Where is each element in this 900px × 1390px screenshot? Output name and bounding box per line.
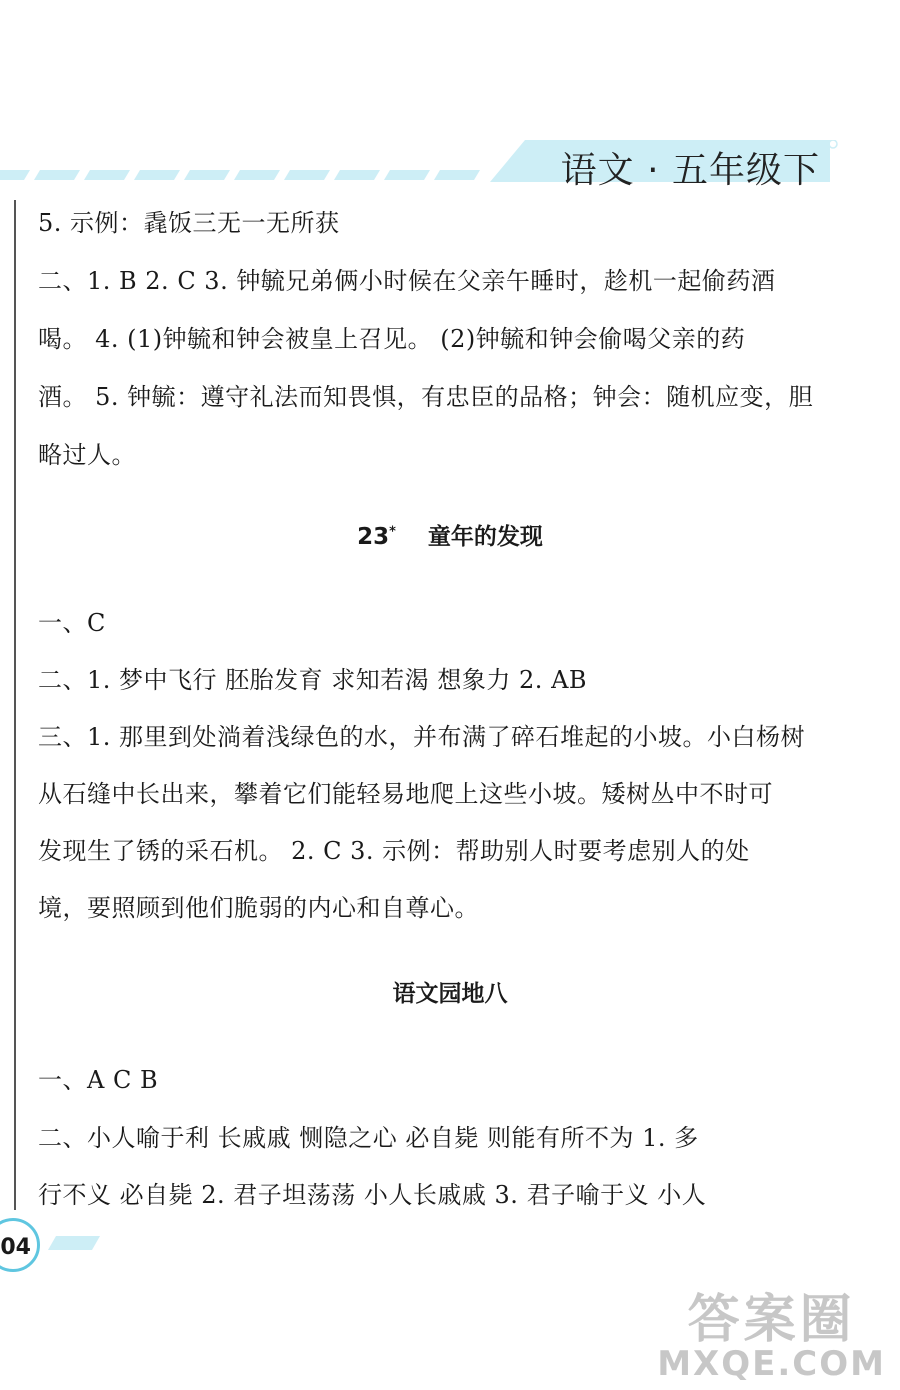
lesson-title: 童年的发现 (427, 524, 543, 550)
page-number-stripe (48, 1236, 100, 1250)
watermark-url: MXQE.COM (657, 1344, 886, 1384)
page-number: 04 (0, 1218, 40, 1272)
lesson-mark: * (389, 524, 396, 540)
answer-line: 酒。 5. 钟毓：遵守礼法而知畏惧，有忠臣的品格；钟会：随机应变，胆 (38, 383, 814, 411)
answer-line: 二、1. 梦中飞行 胚胎发育 求知若渴 想象力 2. AB (38, 666, 588, 694)
answer-line: 三、1. 那里到处淌着浅绿色的水，并布满了碎石堆起的小坡。小白杨树 (38, 723, 806, 751)
watermark (657, 1277, 886, 1384)
answer-line: 从石缝中长出来，攀着它们能轻易地爬上这些小坡。矮树丛中不时可 (38, 780, 773, 808)
answer-line: 喝。 4. (1)钟毓和钟会被皇上召见。 (2)钟毓和钟会偷喝父亲的药 (38, 325, 746, 353)
answer-line: 境，要照顾到他们脆弱的内心和自尊心。 (38, 894, 479, 922)
lesson-number: 23 (357, 524, 390, 550)
answer-line: 5. 示例：毳饭三无一无所获 (38, 209, 340, 237)
section-heading: 语文园地八 (392, 981, 508, 1007)
answer-line: 二、1. B 2. C 3. 钟毓兄弟俩小时候在父亲午睡时，趁机一起偷药酒 (38, 267, 776, 295)
watermark-text: 答案圈 (687, 1290, 856, 1350)
answer-line: 行不义 必自毙 2. 君子坦荡荡 小人长戚戚 3. 君子喻于义 小人 (38, 1181, 707, 1209)
header-title: 语文 · 五年级下 (560, 150, 820, 191)
answer-line: 一、C (38, 609, 106, 637)
answer-line: 略过人。 (38, 441, 136, 469)
left-margin-rule (14, 200, 16, 1210)
answer-line: 一、A C B (38, 1066, 159, 1094)
answer-line: 发现生了锈的采石机。 2. C 3. 示例：帮助别人时要考虑别人的处 (38, 837, 750, 865)
lesson-heading (0, 518, 900, 551)
answer-line: 二、小人喻于利 长戚戚 恻隐之心 必自毙 则能有所不为 1. 多 (38, 1124, 699, 1152)
